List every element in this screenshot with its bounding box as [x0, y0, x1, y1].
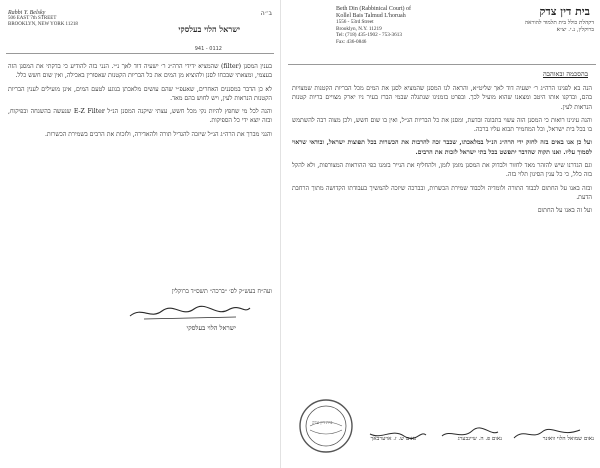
body-paragraph: והנני מברך את הרה״ג הנ״ל שיזכה להגדיל תורה ולהאדירה, ולזכות את הרבים בשמירת הכשרות. [44, 130, 272, 138]
letterhead-rule [288, 64, 596, 65]
body-paragraph: ועל כן אנו באים בזה לחזק ידי הרה״ג הנ״ל במלאכתו, שכבר זכה להרבות את הכשרות בכל תפוצות ישראל, ובודאי שראוי לסמוך עליו. ואנו תקוה שהדבר יתפשט בכל בתי ישראל לזכות את הרבים. [292, 139, 592, 156]
letterhead-address-en: 506 EAST 7th STREET [8, 16, 57, 21]
letter-body [8, 62, 272, 282]
greeting-heading: בהסכמה ובאוהבה [542, 70, 588, 78]
letterhead-name-he: ישראל הלוי בעלסקי [178, 24, 240, 34]
right-letter [286, 6, 598, 464]
body-paragraph: וגם הגדרנו שיש להזהר מאד לחזור ולבדוק את המסנן מזמן לזמן, ולהחליף את הנייר בזמנו כפי ההוראות המצורפות, ולא להקל בזה כלל, כי כל ענין הסינון תלוי בזה. [292, 162, 592, 179]
letterhead-city-en: Brooklyn, N.Y. 11219 [336, 25, 382, 32]
letterhead-english [336, 6, 446, 46]
letterhead-title-he: בית דין צדק [539, 5, 590, 18]
body-paragraph: לא כן הדבר במסננים האחרים, שאעפ״י שהם עושים מלאכתן בנוגע לטעם המים, אינן מועילים לענין הבריות הקטנות הנראות לעין, ויש לחוש בהם מאד. [8, 85, 272, 102]
body-paragraph: הנה בא לפנינו הרה״ג ר׳ ישעיה דוד לאך שליט״א, והראה לנו המסנן שהמציא לסנן את המים מכל הבריות הקטנות שמצויות בהם, ובדקנו אותו היטב ומצאנו שהוא מועיל לכך. ובפרט בזמנינו שנתגלה שבמי הברז בעיר ניו יארק מצויים בריות קטנות הנראות לעין. [292, 85, 592, 111]
letterhead-address-he: ברוקלין, נ.י. יצ״א [556, 27, 594, 33]
closing-line: ועל זה באנו על החתום [537, 207, 592, 215]
letterhead-phone-en: Tel: (718) 435-1902 - 753-3613 [336, 32, 402, 39]
letterhead-bh: ב״ה [260, 10, 272, 17]
letterhead-phone: 941 - 0112 [194, 46, 222, 52]
letter-body [292, 84, 592, 434]
stamp-text: בית דין צדק [312, 421, 333, 426]
court-stamp [298, 398, 354, 454]
letterhead-name-en: Rabbi Y. Belsky [8, 10, 46, 16]
letterhead-city-en: BROOKLYN, NEW YORK 11218 [8, 22, 78, 27]
letterhead-address-en: 1556 - 53rd Street [336, 19, 374, 26]
letterhead-title-en: Beth Din (Rabbinical Court) of [336, 6, 411, 12]
signature-row [362, 436, 594, 458]
signature-name: נאום פ. ה. שיינבערג [457, 436, 502, 442]
letterhead-subtitle-he [504, 20, 594, 34]
letterhead-title-en-2: Kollel Bais Talmud L'horuah [336, 12, 406, 19]
body-paragraph: והנה לכל מי שחפץ להיות נקי מכל חשש, עצתי שיקנה המסנן הנ״ל E-Z Filter שנעשה בהשגחה ובפיקוח, ובזה יוצא ידי כל הספיקות. [8, 108, 272, 125]
closing-line: ועה״ח בעש״ק לס׳ ״ברכה״ תשס״ד ברוקלין [171, 288, 272, 295]
handwritten-signature [124, 302, 254, 324]
letterhead-english [8, 10, 78, 28]
letterhead-fax-en: Fax: 436-0846 [336, 38, 367, 45]
body-paragraph: בענין המסנן (filter) שהמציא ידידי הרה״ג ר׳ ישעיה דוד לאך נ״י. הנני בזה להודיע כי בדקתי את המסנן הזה בעצמי, ומצאתי שבכחו לסנן ולהוציא מן המים את כל הבריות הקטנות שאסורין באכילה, ואין שום חשש כלל. [8, 63, 272, 80]
signature-name: נאום ש. ז. אויערבאך [370, 436, 416, 442]
letterhead-subtitle-he-line: דקהלת כולל בית תלמוד להוראה [524, 20, 594, 26]
letterhead-rule [6, 53, 274, 54]
left-letter [4, 6, 276, 464]
body-paragraph: ובזה באנו על החתום לכבוד התורה ולומדיה ולכבוד שמירת הכשרות, ובברכה שיזכה להמשיך בעבודתו הקדושה מתוך הרחבת הדעת. [292, 184, 592, 201]
signature-name: נאום שמואל הלוי וואזנר [542, 436, 594, 442]
body-paragraph: והנה עינינו רואות כי המסנן הזה עשוי בתבונה ובדעת, ומסנן את כל הבריות הנ״ל, ואין בו שום חשש, ולכן מצוה רבה להשתמש בו בכל בית ישראל, וכל המחמיר תבוא עליו ברכה. [292, 116, 592, 134]
page-divider [280, 0, 281, 468]
signature-name: ישראל הלוי בעלסקי [186, 324, 236, 332]
